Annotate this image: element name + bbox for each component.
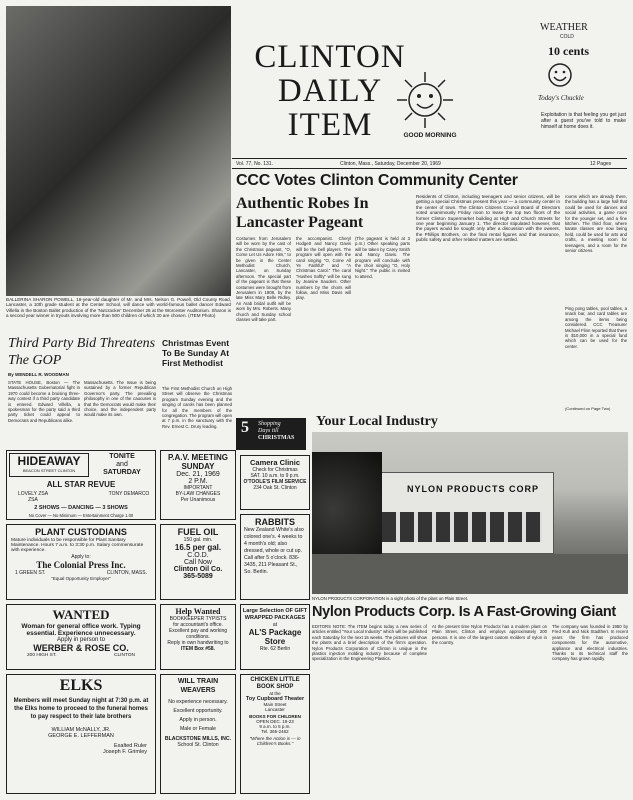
gift-title: Large Selection OF GIFT WRAPPED PACKAGES bbox=[242, 608, 308, 621]
gift-store: AL'S Package Store bbox=[248, 628, 302, 646]
dateline: Clinton, Mass., Saturday, December 20, 1969 bbox=[340, 161, 441, 167]
camera-line4: 234 Oak St. Clinton bbox=[253, 485, 297, 491]
elks-ad bbox=[6, 674, 156, 794]
fuel-oil-ad bbox=[160, 524, 236, 600]
pav-meeting-ad bbox=[160, 450, 236, 520]
custodians-title: PLANT CUSTODIANS bbox=[35, 527, 127, 537]
wanted-body: Woman for general office work. Typing essential. Experience unnecessary. bbox=[21, 623, 141, 637]
elks-right-name: Joseph F. Grimley bbox=[102, 749, 147, 755]
custodians-address: 1 GREEN ST. bbox=[15, 570, 46, 576]
weather-value: COLD bbox=[560, 34, 574, 40]
christmas-column: The First Methodist Church on High Street will observe the Christmas program Sunday evening and the singing of carols has been planned for all the members of the congregation. The program will open at 7 p.m. in the sanctuary with the Rev. Ernest C. Drury leading. bbox=[162, 386, 232, 429]
wanted-address: 200 HIGH ST. bbox=[27, 653, 57, 658]
shopping-days-box bbox=[236, 418, 306, 450]
camera-line2: SAT. 10 a.m. to 9 p.m. bbox=[250, 473, 300, 479]
help-line3: Excellent pay and working conditions. bbox=[168, 628, 228, 640]
chicken-slogan: "Where the Action is — in Children's Books." bbox=[249, 736, 301, 746]
shopping-line3: CHRISTMAS bbox=[258, 435, 295, 441]
plant-lawn bbox=[312, 554, 628, 594]
hideaway-band: ALL STAR REVUE bbox=[46, 480, 116, 489]
plant-custodians-ad bbox=[6, 524, 156, 600]
custodians-company: The Colonial Press Inc. bbox=[36, 560, 126, 570]
chicken-books: BOOKS FOR CHILDREN bbox=[249, 714, 301, 719]
elks-body: Members will meet Sunday night at 7:30 p.m. at the Elks home to proceed to the funeral homes to pay respect to their late brothers bbox=[13, 698, 149, 720]
help-line2: for accountant's office. bbox=[173, 622, 223, 628]
weavers-line1: No experience necessary. bbox=[168, 699, 228, 705]
elks-right-title: Exalted Ruler bbox=[113, 743, 147, 749]
weavers-title: WILL TRAIN WEAVERS bbox=[177, 678, 219, 694]
nylon-column-2: At the present time Nylon Products has a modern plant on Plain Street, Clinton and employs approximately 200 persons. It is one of the largest custom molders of nylon in the country. bbox=[432, 624, 547, 646]
ccc-column-2: rooms which are already there, the building has a large hall that could be used for dances and social activities, a game room for the younger set, and a fine kitchen. The third floor, where karate classes are now being held, could be used for arts and crafts, a meeting room for teenagers, and a room for the senior citizens. bbox=[565, 194, 627, 254]
elks-title: ELKS bbox=[59, 677, 103, 694]
fuel-phone: 365-5089 bbox=[183, 573, 213, 580]
wanted-apply: Apply in person to bbox=[56, 637, 106, 643]
good-morning-label: GOOD MORNING bbox=[403, 132, 457, 139]
local-industry-title: Your Local Industry bbox=[316, 414, 438, 429]
pav-attend: Per Unanimous bbox=[180, 497, 216, 503]
wanted-ad bbox=[6, 604, 156, 670]
wanted-title: WANTED bbox=[52, 607, 110, 622]
chuckle-face bbox=[540, 60, 580, 90]
elks-left-name-2: GEORGE E. LEFFERMAN bbox=[48, 733, 114, 739]
hideaway-tonite: TONITE bbox=[109, 453, 135, 460]
fuel-call: Call Now bbox=[183, 559, 212, 566]
nylon-column-1: EDITORS NOTE: The ITEM begins today a new series of articles entitled "Your Local Industry" which will be published each Saturday for the next 15 weeks. The pictures will show the plants and a brief description of the firm's operation. Nylon Products Corporation of Clinton is unique in the plastics injection molding industry because of complete specialization in the Engineering Plastics. bbox=[312, 624, 427, 662]
third-party-headline: Third Party Bid Threatens The GOP bbox=[8, 336, 156, 368]
photo-caption: BALLERINA SHARON POWELL, 16-year-old daughter of Mr. and Mrs. Nelson G. Powell, Old County Road, Lancaster, a 10th grade student at the Center School, will dance with world-famous ballet dancer Edward Villella in the Boston Ballet production of the 'Nutcracker' December 26 at the Worcester Auditorium. Sharon is a second year winner in tryouts involving more than 500 children of which 30 are chosen. (ITEM Photo) bbox=[6, 297, 231, 319]
masthead-item: ITEM bbox=[287, 107, 373, 143]
fuel-price: 16.5 per gal. bbox=[174, 543, 222, 552]
pav-title: P.A.V. MEETING bbox=[167, 453, 229, 462]
fuel-title: FUEL OIL bbox=[177, 527, 219, 537]
chuckle-text: Exploitation is that feeling you get just after a guest you've told to make himself at home does it. bbox=[541, 112, 626, 130]
weavers-address: School St. Clinton bbox=[177, 742, 219, 748]
pav-note: IMPORTANT bbox=[183, 485, 213, 491]
price-label: 10 cents bbox=[548, 44, 589, 58]
dateline-rule-top bbox=[232, 158, 627, 159]
chicken-town: Lancaster bbox=[265, 707, 285, 712]
third-party-byline: By WENDELL R. WOODMAN bbox=[8, 372, 69, 377]
weavers-company: BLACKSTONE MILLS, INC. bbox=[164, 736, 232, 742]
elks-left-name-1: WILLIAM McNALLY, JR. bbox=[51, 727, 111, 733]
hideaway-shows: 2 SHOWS — DANCING — 3 SHOWS bbox=[34, 505, 128, 511]
weather-label: WEATHER bbox=[540, 22, 588, 33]
wanted-city: CLINTON bbox=[114, 653, 135, 658]
hideaway-cover: No Cover — No Minimum — Entertainment Charge 1.00 bbox=[28, 513, 134, 518]
shopping-line2: Days till bbox=[258, 428, 279, 434]
gift-packages-ad bbox=[240, 604, 310, 670]
help-line4: Reply in own handwriting to bbox=[167, 640, 229, 646]
nylon-photo-caption: NYLON PRODUCTS CORPORATION is a sight photo of the plant on Plain Street. bbox=[312, 596, 469, 601]
robes-column-2: the accompanist. Cheryl Hodgett and Nancy Davis will be the bell players. The program will open with the carol singing "O, Come All Ye Faithful" and "A Christmas Carol." The carol "Hushes Softly" will be sung by Jeanine Sauders. Other numbers by the choirs will follow, and Miss Davis will play. bbox=[296, 236, 351, 301]
hideaway-name-box bbox=[9, 453, 89, 477]
robes-headline: Authentic Robes In Lancaster Pageant bbox=[236, 195, 369, 231]
masthead-daily: DAILY bbox=[277, 73, 383, 109]
wanted-company: WERBER & ROSE CO. bbox=[33, 643, 129, 653]
weavers-line2: Excellent opportunity. bbox=[173, 708, 223, 714]
hideaway-ad bbox=[6, 450, 156, 520]
custodians-eoe: "Equal Opportunity Employer" bbox=[51, 576, 111, 581]
robes-column-1: Costumes from Jerusalem will be worn by the cast of the Christmas pageant, "O, Come Let Us Adore Him," to be given in the Center Methodist Church, Lancaster, on Sunday afternoon. The special part of the pageant is that these costumes were brought from Jerusalem in 1908, by the late Miss Mary Belle Ridley. An Arab bridal outfit will be worn by Mrs. Roberts. Many church and Sunday school classes will take part. bbox=[236, 236, 291, 323]
custodians-apply: Apply to: bbox=[71, 554, 91, 560]
nylon-headline: Nylon Products Corp. Is A Fast-Growing Giant bbox=[312, 604, 616, 620]
help-wanted-ad bbox=[160, 604, 236, 670]
main-headline: CCC Votes Clinton Community Center bbox=[236, 172, 518, 189]
weavers-ad bbox=[160, 674, 236, 794]
wanted-address-row bbox=[7, 653, 155, 658]
christmas-headline: Christmas Event To Be Sunday At First Methodist bbox=[162, 338, 230, 368]
shopping-days-count: 5 bbox=[241, 419, 249, 436]
ballerina-photo bbox=[6, 6, 231, 296]
third-party-column-2: Massachusetts. The Issue is being sustained by a former Republican Governor's party. The prevailing philosophy in one of the caucuses is that the Democrats would make their choice, and the independent party would make its own. bbox=[84, 380, 156, 418]
hideaway-address: BEACON STREET CLINTON bbox=[22, 468, 76, 473]
custodians-body: Mature individuals to be responsible for Plant Sanitary Maintenance. Hours 7 a.m. to 3:30 p.m. Salary commensurate with experience. bbox=[11, 538, 144, 553]
ccc-column-3: Ping pong tables, pool tables, a snack bar, and card tables are among the items being considered. CCC Treasurer Michael Flinn reported that there is $10,000 in a special fund which can be used for the center. bbox=[565, 306, 627, 349]
fuel-cod: C.O.D. bbox=[187, 552, 209, 559]
chuckle-label: Today's Chuckle bbox=[538, 94, 584, 102]
ccc-column-1: Residents of Clinton, including teenagers and senior citizens, will be getting a special Christmas present this year — a community center in the center of town. The Clinton Citizens Council Board of Directors voted unanimously Friday noon to lease the top two floors of the former Clinton Supermarket building at High and Church Streets for one year beginning January 1. The director stipulated however, that the payers would be sought only after a discussion with the owners, the Phillips Brothers, on the final rental figures and that insurance, public safety and other related matters are settled. bbox=[416, 194, 560, 243]
chicken-hours: 9 a.m. to 5 p.m. bbox=[259, 724, 291, 729]
camera-line3: O'TOOLE'S FILM SERVICE bbox=[243, 479, 307, 485]
chicken-place: Toy Cupboard Theater bbox=[245, 696, 305, 702]
hideaway-left: LOVELY ZSA ZSA bbox=[17, 491, 49, 503]
dateline-rule-bottom bbox=[232, 168, 627, 169]
rabbits-body: New Zealand White's also colored one's. 4 weeks to 4 month's old; also dressed, whole or cut up. Call after 5 o'clock. 836-3435, 211 Pleasant St., So. Berlin. bbox=[244, 527, 304, 575]
camera-line1: Check for Christmas bbox=[252, 467, 298, 473]
pav-by: BY-LAW CHANGES bbox=[175, 491, 221, 497]
fuel-company: Clinton Oil Co. bbox=[173, 566, 223, 573]
hideaway-name: HIDEAWAY bbox=[17, 454, 81, 468]
volume-number: Vol. 77, No. 131. bbox=[236, 161, 273, 167]
masthead-clinton: CLINTON bbox=[254, 39, 406, 75]
pages-count: 12 Pages bbox=[590, 161, 612, 167]
pav-time: 2 P.M. bbox=[188, 478, 208, 485]
chicken-little-ad bbox=[240, 674, 310, 794]
hideaway-and: and bbox=[116, 461, 128, 468]
help-line1: BOOKKEEPER TYPISTS bbox=[169, 616, 227, 622]
ccc-continued: (Continued on Page Two) bbox=[565, 406, 611, 411]
plant-sign: NYLON PRODUCTS CORP bbox=[407, 484, 540, 494]
weavers-line3: Apply in person. bbox=[179, 717, 217, 723]
robes-column-3: (The pageant is held at 3 p.m.) Other speaking parts will be taken by Carey Smith and Nancy Davis. The program will conclude with the choir singing "O, Holy Night." The public is invited to attend. bbox=[355, 236, 410, 279]
hideaway-days bbox=[91, 453, 153, 477]
hideaway-saturday: SATURDAY bbox=[103, 469, 141, 476]
pav-day: SUNDAY bbox=[181, 462, 215, 471]
camera-clinic-ad bbox=[240, 455, 310, 510]
sun-icon bbox=[395, 70, 455, 130]
pav-date: Dec. 21, 1969 bbox=[176, 471, 220, 478]
chicken-at: at the bbox=[269, 691, 281, 696]
help-title: Help Wanted bbox=[175, 607, 221, 616]
help-box: ITEM Box #58. bbox=[181, 646, 215, 652]
plant-windows bbox=[382, 512, 542, 542]
chicken-title: CHICKEN LITTLE BOOK SHOP bbox=[250, 677, 300, 690]
chicken-address: Main Street bbox=[263, 702, 287, 707]
nylon-plant-photo bbox=[312, 432, 628, 594]
hideaway-right: TONY DEMARCO bbox=[108, 491, 150, 497]
nylon-column-3: The company was founded in 1950 by Fred Kuh and Nick Stadtherr. In recent years the firm has produced components for the automotive, appliance and electrical industries. Thanks to its technical staff the company has grown rapidly. bbox=[552, 624, 628, 662]
fuel-line1: 150 gal. min. bbox=[183, 537, 213, 543]
chicken-phone: Tel. 365-2462 bbox=[261, 729, 289, 734]
rabbits-title: RABBITS bbox=[255, 517, 295, 527]
third-party-column-1: STATE HOUSE, Boston — The Massachusetts Gubernatorial fight in 1970 could become a bruising three-way contest if a third party candidate is entered. Edward Villella, a spokesman for the party said a third party ticket could appeal to Democrats and Republicans alike. bbox=[8, 380, 80, 423]
weavers-line4: Male or Female bbox=[179, 726, 217, 732]
custodians-city: CLINTON, MASS. bbox=[106, 570, 147, 576]
gift-at: at bbox=[272, 622, 278, 628]
shopping-line1: Shopping bbox=[258, 421, 281, 427]
camera-title: Camera Clinic bbox=[249, 458, 301, 467]
gift-address: Rte. 62 Berlin bbox=[259, 646, 291, 652]
chicken-open: OPEN DEC. 19-23 bbox=[256, 719, 294, 724]
rabbits-ad bbox=[240, 514, 310, 600]
